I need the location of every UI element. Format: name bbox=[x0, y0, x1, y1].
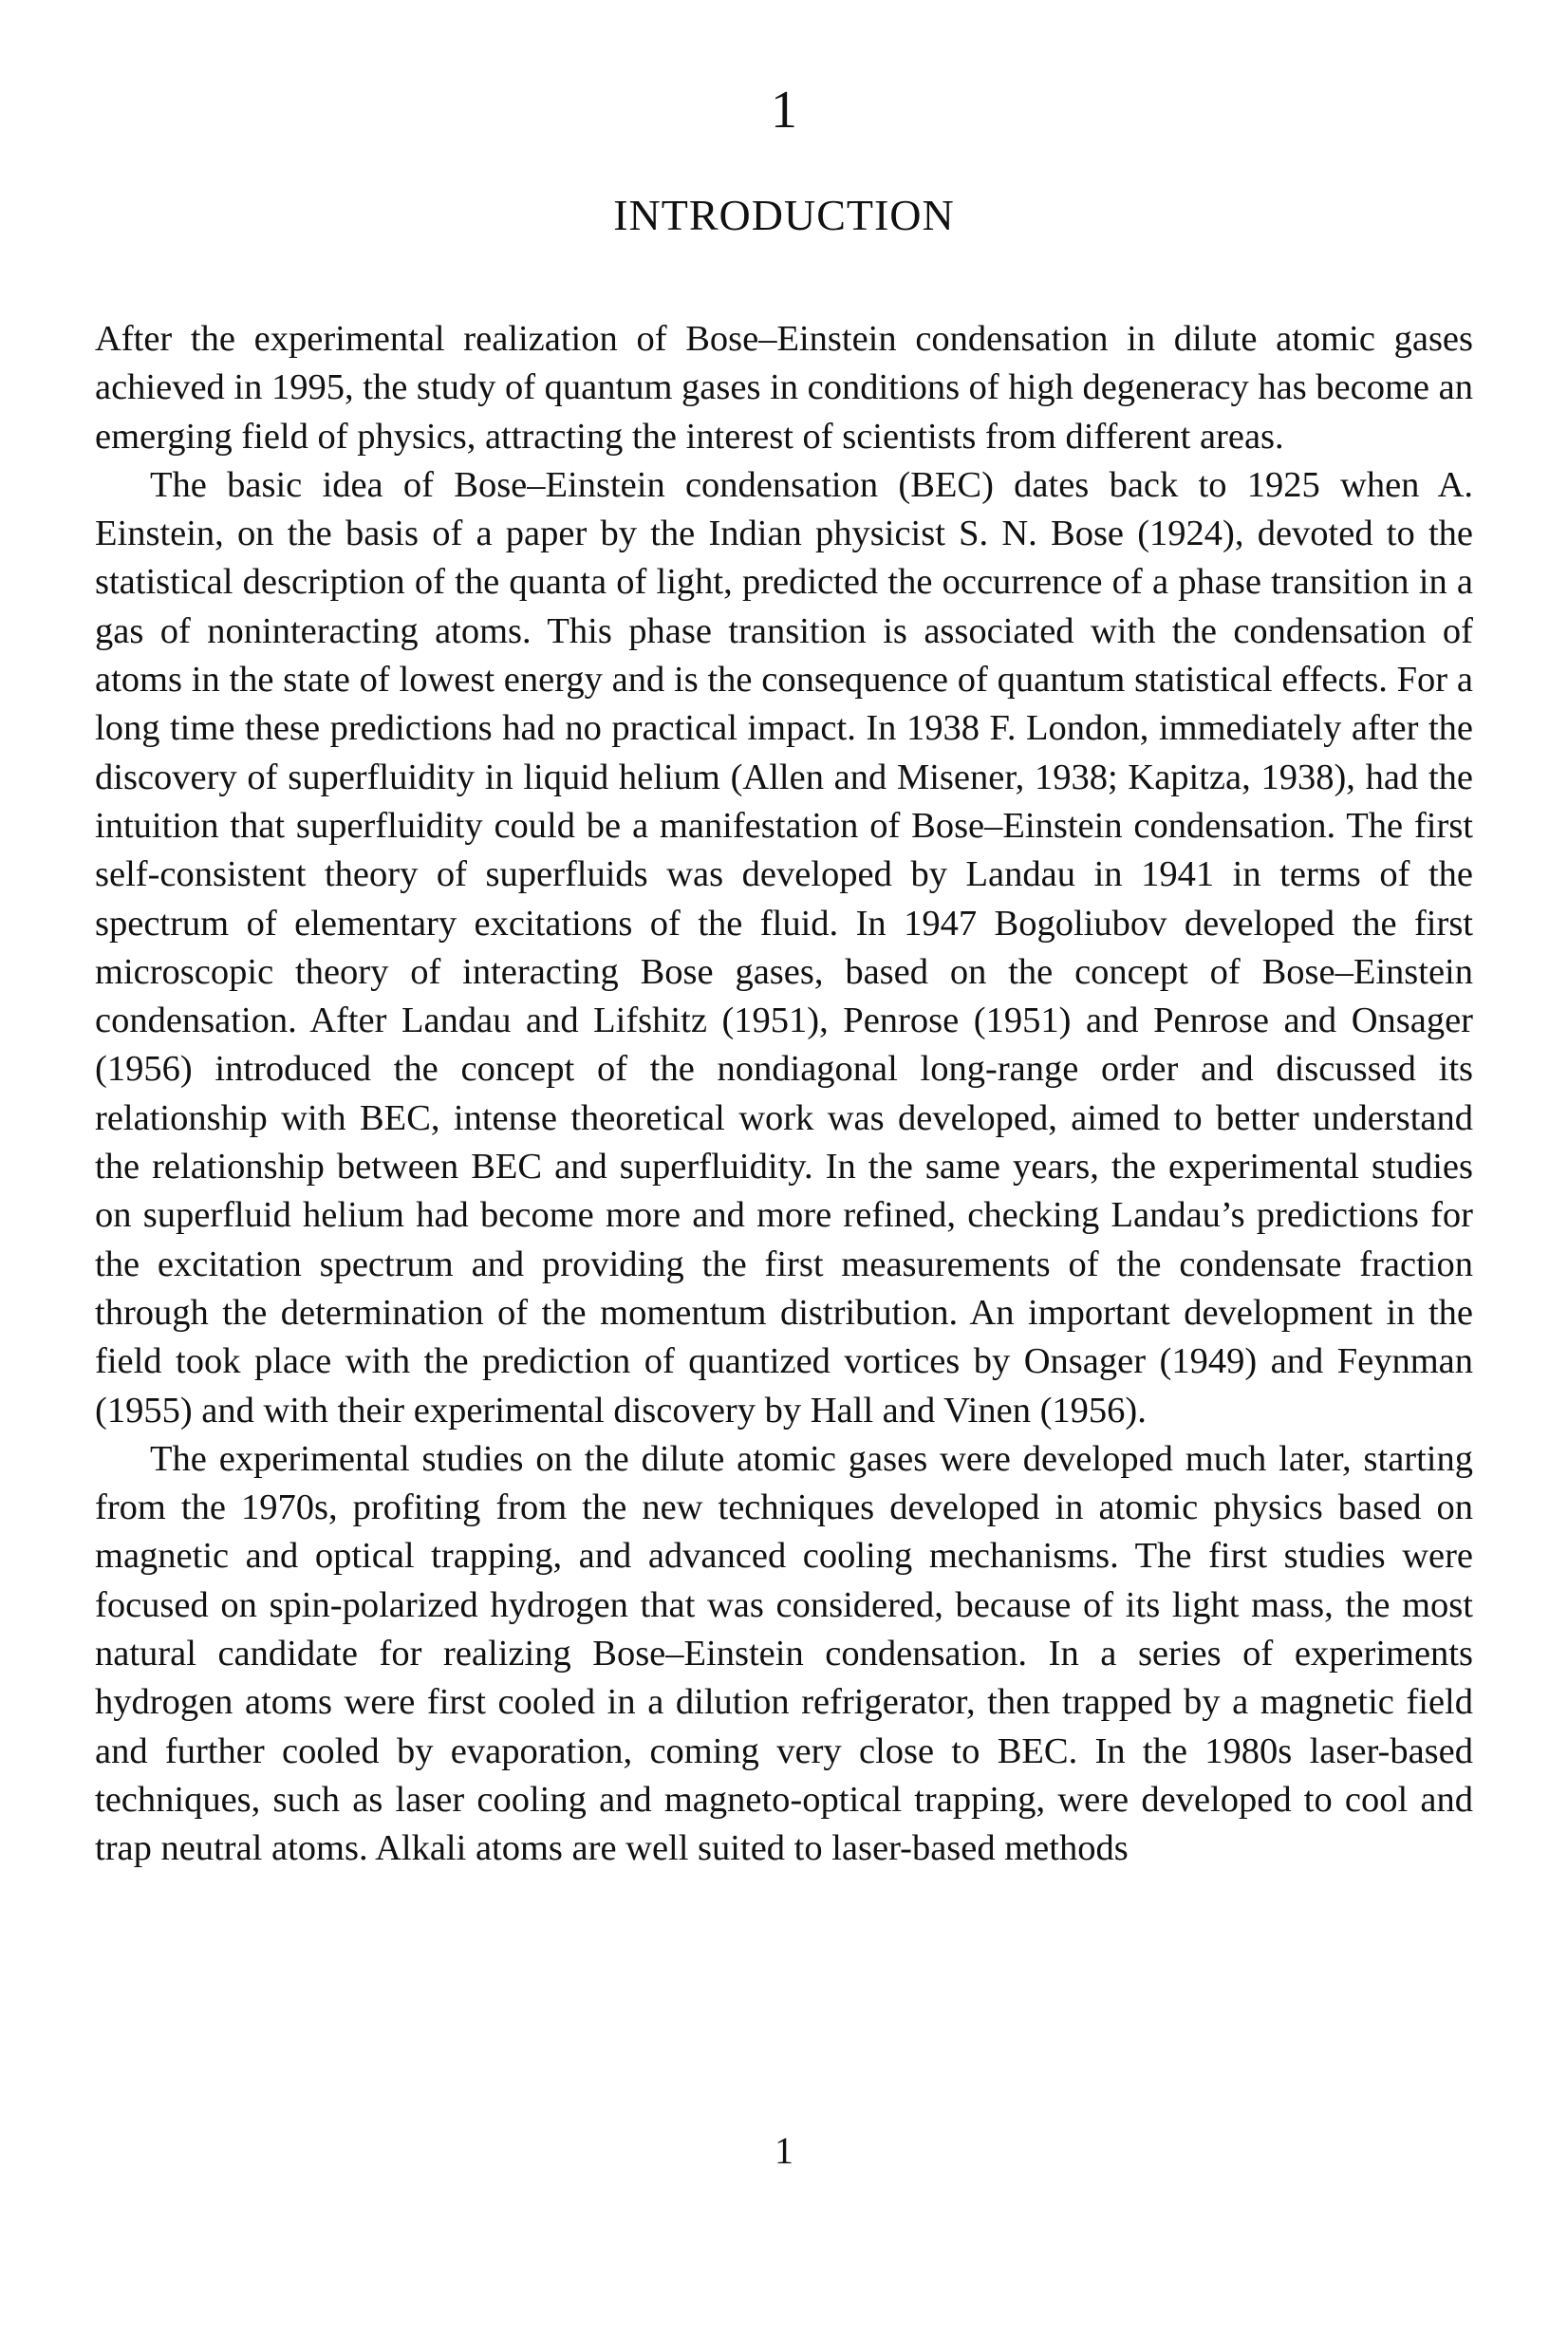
body-text bbox=[95, 315, 1473, 1874]
paragraph-1: After the experimental realization of Bose–Einstein condensation in dilute atomic gases achieved in 1995, the study of quantum gases in conditions of high degeneracy has become an emerging field of physics, attracting the interest of scientists from different areas. bbox=[95, 319, 1473, 457]
chapter-number: 1 bbox=[771, 81, 797, 140]
paragraph-3: The experimental studies on the dilute atomic gases were developed much later, starting from the 1970s, profiting from the new techniques developed in atomic physics based on magnetic and optical trapping, and advanced cooling mechanisms. The first studies were focused on spin-polarized hydrogen that was considered, because of its light mass, the most natural candidate for realizing Bose–Einstein condensation. In a series of experiments hydrogen atoms were first cooled in a dilution refrigerator, then trapped by a magnetic field and further cooled by evaporation, coming very close to BEC. In the 1980s laser-based techniques, such as laser cooling and magneto-optical trapping, were developed to cool and trap neutral atoms. Alkali atoms are well suited to laser-based methods bbox=[95, 1438, 1473, 1869]
paragraph-2: The basic idea of Bose–Einstein condensation (BEC) dates back to 1925 when A. Einstein, on the basis of a paper by the Indian physicist S. N. Bose (1924), devoted to the statistical description of the quanta of light, predicted the occurrence of a phase transition in a gas of noninteracting atoms. This phase transition is associated with the condensation of atoms in the state of lowest energy and is the consequence of quantum statistical effects. For a long time these predictions had no practical impact. In 1938 F. London, immediately after the discovery of superfluidity in liquid helium (Allen and Misener, 1938; Kapitza, 1938), had the intuition that superfluidity could be a manifestation of Bose–Einstein condensation. The first self-consistent theory of superfluids was developed by Landau in 1941 in terms of the spectrum of elementary excitations of the fluid. In 1947 Bogoliubov developed the first microscopic theory of interacting Bose gases, based on the concept of Bose–Einstein condensation. After Landau and Lifshitz (1951), Penrose (1951) and Penrose and Onsager (1956) introduced the concept of the nondiagonal long-range order and discussed its relationship with BEC, intense theoretical work was developed, aimed to better understand the relationship between BEC and superfluidity. In the same years, the experimental studies on superfluid helium had become more and more refined, checking Landau’s predictions for the excitation spectrum and providing the first measurements of the condensate fraction through the determination of the momentum distribution. An important development in the field took place with the prediction of quantized vortices by Onsager (1949) and Feynman (1955) and with their experimental discovery by Hall and Vinen (1956). bbox=[95, 464, 1473, 1431]
page-number: 1 bbox=[775, 2129, 793, 2172]
chapter-title: INTRODUCTION bbox=[613, 191, 955, 239]
